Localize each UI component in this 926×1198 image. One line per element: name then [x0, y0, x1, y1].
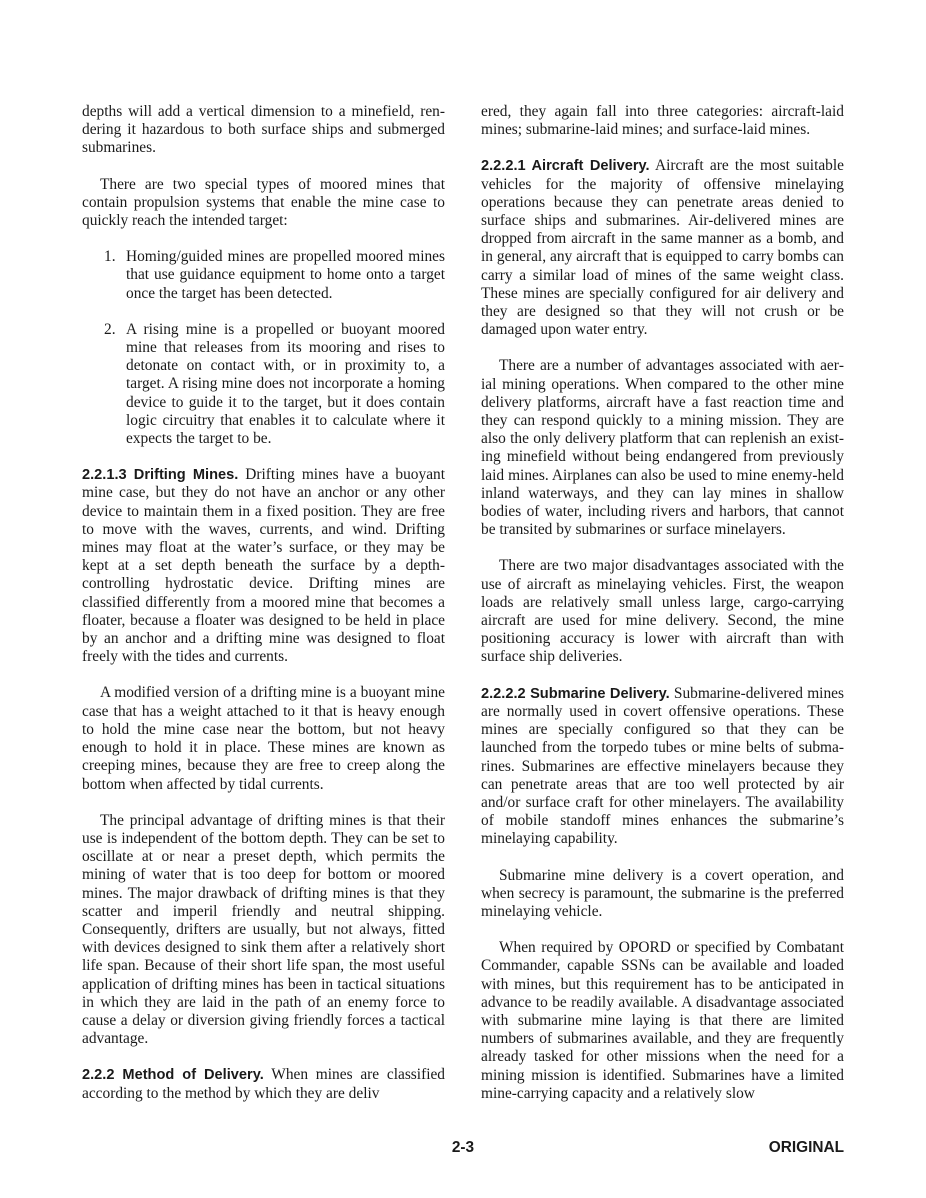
list-text: Homing/guided mines are propelled moored mines that use guidance equipment to home onto a target once the target has been detected.: [126, 248, 445, 302]
section-drifting-mines: [82, 466, 445, 666]
list-item: [104, 320, 445, 448]
paragraph-special-moored: There are two special types of moored mines that contain propulsion systems that enable the mine case to quickly reach the intended target:: [82, 175, 445, 230]
heading-method-of-delivery: 2.2.2 Method of Delivery.: [82, 1067, 264, 1084]
left-column: [82, 103, 445, 1103]
method-of-delivery-text: When mines are classified according to the method by which they are deliv: [82, 1066, 446, 1102]
section-aircraft-delivery: [481, 157, 844, 339]
moored-mine-list: [82, 248, 445, 448]
heading-submarine-delivery: 2.2.2.2 Submarine Delivery.: [481, 685, 670, 702]
paragraph-creeping-mines: A modified version of a drifting mine is a buoyant mine case that has a weight attached to it that is heavy enough to hold the mine case near the bottom, but not heavy enough to hold it in place. These mines are known as creeping mines, because they are free to creep along the bottom when affected by tidal currents.: [82, 684, 445, 793]
aircraft-delivery-text: Aircraft are the most suitable vehicles for the majority of offensive minelaying operations because they can penetrate areas denied to surface ships and submarines. Air-delivered mines are dropped from aircraft in the same manner as a bomb, and in general, any aircraft that is equipped to carry bombs can carry a similar load of mines of the same weight class. These mines are specially configured for air delivery and they are designed so that they will not crush or be damaged upon water entry.: [481, 157, 844, 339]
paragraph-intro: depths will add a vertical dimension to a minefield, rendering it hazardous to both surface ships and submerged submarines.: [82, 103, 445, 157]
drifting-mines-text: Drifting mines have a buoyant mine case, but they do not have an anchor or any other device to maintain them in a fixed position. They are free to move with the waves, currents, and wind. Drifting mines may float at the water’s surface, or they may be kept at a set depth beneath the surface by a depth-controlling hydrostatic device. Drifting mines are classified differently from a moored mine that becomes a floater, because a floater was designed to be held in place by an anchor and a drifting mine was designed to float freely with the tides and currents.: [82, 466, 445, 666]
section-submarine-delivery: [481, 685, 844, 849]
heading-drifting-mines: 2.2.1.3 Drifting Mines.: [82, 467, 239, 484]
section-method-of-delivery: [82, 1066, 445, 1102]
paragraph-opord: When required by OPORD or specified by Combatant Commander, capable SSNs can be available and loaded with mines, but this requirement has to be anticipated in advance to be readily available. A disadvantage associated with submarine mine laying is that there are limited numbers of submarines available, and they are frequently already tasked for other missions when the need for a mining mission is identified. Submarines have a limited mine-carrying capacity and a relatively slow: [481, 939, 844, 1102]
page-number: 2-3: [451, 1139, 475, 1156]
list-item: [104, 248, 445, 303]
paragraph-aircraft-disadvantages: There are two major disadvantages associated with the use of aircraft as minelaying vehicles. First, the weapon loads are relatively small unless large, cargo-carrying aircraft are used for mine delivery. Second, the mine positioning accuracy is lower with aircraft than with surface ship deliveries.: [481, 557, 844, 666]
document-status: ORIGINAL: [768, 1139, 844, 1156]
paragraph-principal-advantage: The principal advantage of drifting mines is that their use is independent of the bottom depth. They can be set to oscillate at or near a preset depth, which permits the mining of water that is too deep for bottom or moored mines. The major drawback of drifting mines is that they scatter and imperil friendly and neutral shipping. Consequently, drifters are usually, but not always, fitted with devices designed to sink them after a relatively short life span. Because of their short life span, the most useful application of drifting mines has been in tactical situations in which they are laid in the path of an enemy force to cause a delay or diversion giving friendly forces a tactical advantage.: [82, 811, 445, 1048]
heading-aircraft-delivery: 2.2.2.1 Aircraft Delivery.: [481, 158, 650, 175]
list-text: A rising mine is a propelled or buoyant moored mine that releases from its mooring and rises to detonate on contact with, or in proximity to, a target. A rising mine does not incorporate a homing device to guide it to the target, but it does contain logic circuitry that enables it to calculate where it expects the target to be.: [126, 320, 445, 448]
paragraph-categories: ered, they again fall into three categories: aircraft-laid mines; submarine-laid mines; and surface-laid mines.: [481, 103, 844, 139]
paragraph-covert-operation: Submarine mine delivery is a covert operation, and when secrecy is paramount, the submarine is the preferred minelaying vehicle.: [481, 866, 844, 920]
submarine-delivery-text: Submarine-delivered mines are normally used in covert offensive operations. These mines are specially configured so that they can be launched from the torpedo tubes or mine belts of submarines. Submarines are effective minelayers because they can penetrate areas that are too well protected by air and/or surface craft for other minelayers. The availability of mobile standoff mines enhances the submarine’s minelaying capability.: [481, 684, 844, 848]
list-number: 1.: [104, 248, 116, 266]
paragraph-aerial-advantages: There are a number of advantages associated with aerial mining operations. When compared to the other mine delivery platforms, aircraft have a fast reaction time and they can respond quickly to a mining mission. They are also the only delivery platform that can replenish an existing minefield without being endangered from previously laid mines. Airplanes can also be used to mine enemy-held inland waterways, and they can lay mines in shallow bodies of water, including rivers and harbors, that cannot be transited by submarines or surface minelayers.: [481, 357, 844, 539]
list-number: 2.: [104, 320, 116, 338]
right-column: [481, 103, 844, 1103]
